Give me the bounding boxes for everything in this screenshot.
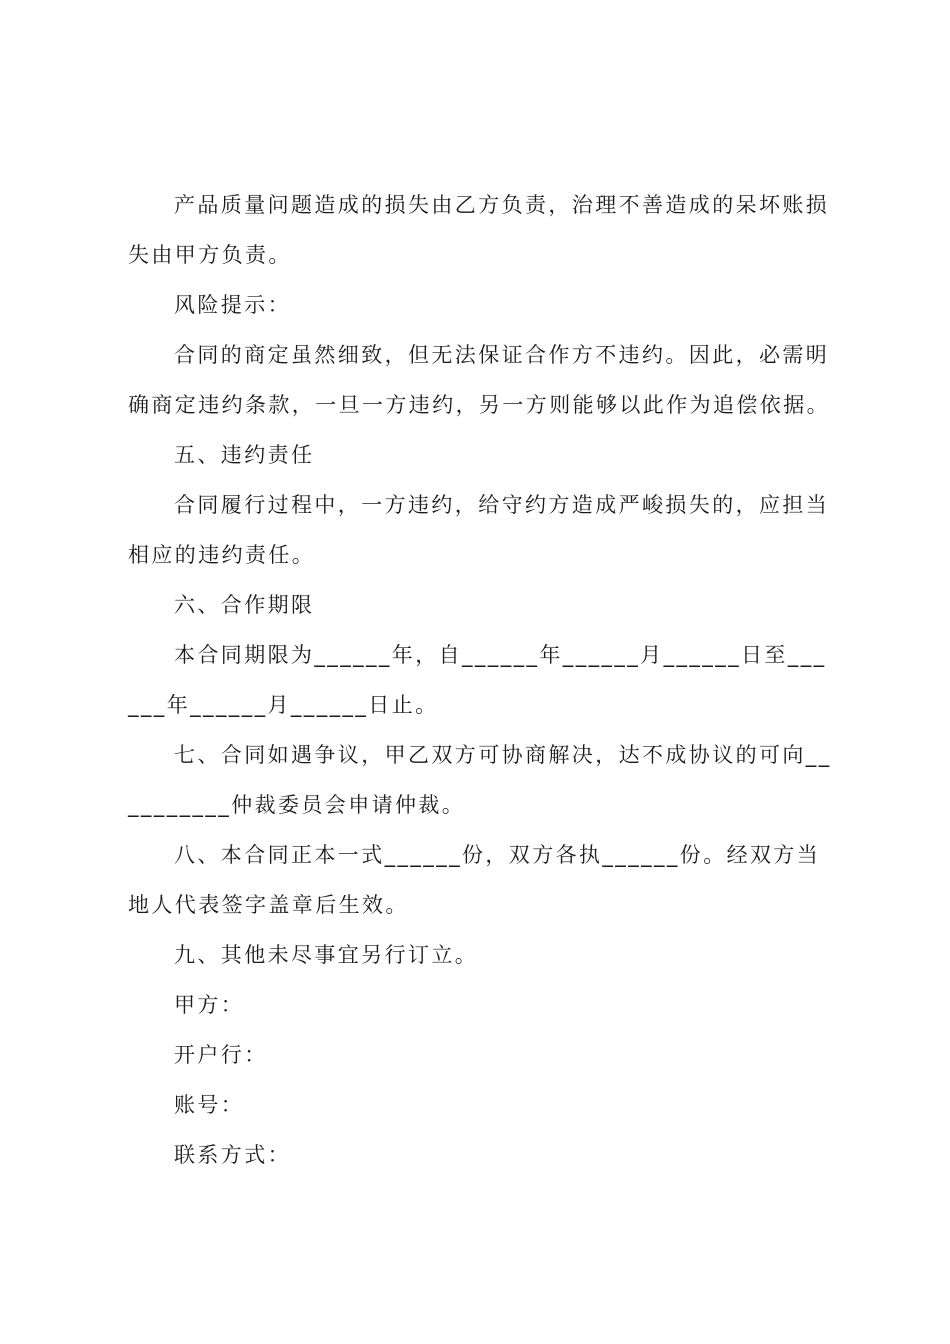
- paragraph-risk-tip-body: 合同的商定虽然细致，但无法保证合作方不违约。因此，必需明确商定违约条款，一旦一方违约，另一方则能够以此作为追偿依据。: [128, 343, 830, 417]
- paragraph-loss-responsibility: 产品质量问题造成的损失由乙方负责，治理不善造成的呆坏账损失由甲方负责。: [128, 193, 830, 267]
- paragraph-risk-tip-heading: 风险提示：: [174, 293, 291, 317]
- section-heading-cooperation-term: 六、合作期限: [174, 593, 315, 617]
- document-body: [128, 180, 836, 1180]
- party-a-label: 甲方：: [174, 993, 245, 1017]
- paragraph-dispute-resolution: 七、合同如遇争议，甲乙双方可协商解决，达不成协议的可向__________仲裁委员会申请仲裁。: [128, 743, 832, 817]
- paragraph-cooperation-term: 本合同期限为______年，自______年______月______日至______年______月______日止。: [128, 643, 827, 717]
- paragraph-breach-liability: 合同履行过程中，一方违约，给守约方造成严峻损失的，应担当相应的违约责任。: [128, 493, 830, 567]
- section-heading-breach-liability: 五、违约责任: [174, 443, 315, 467]
- account-label: 账号：: [174, 1093, 245, 1117]
- paragraph-other-matters: 九、其他未尽事宜另行订立。: [174, 943, 479, 967]
- bank-label: 开户行：: [174, 1043, 268, 1067]
- contact-label: 联系方式：: [174, 1143, 291, 1167]
- paragraph-copies: 八、本合同正本一式______份，双方各执______份。经双方当地人代表签字盖章后生效。: [128, 843, 821, 917]
